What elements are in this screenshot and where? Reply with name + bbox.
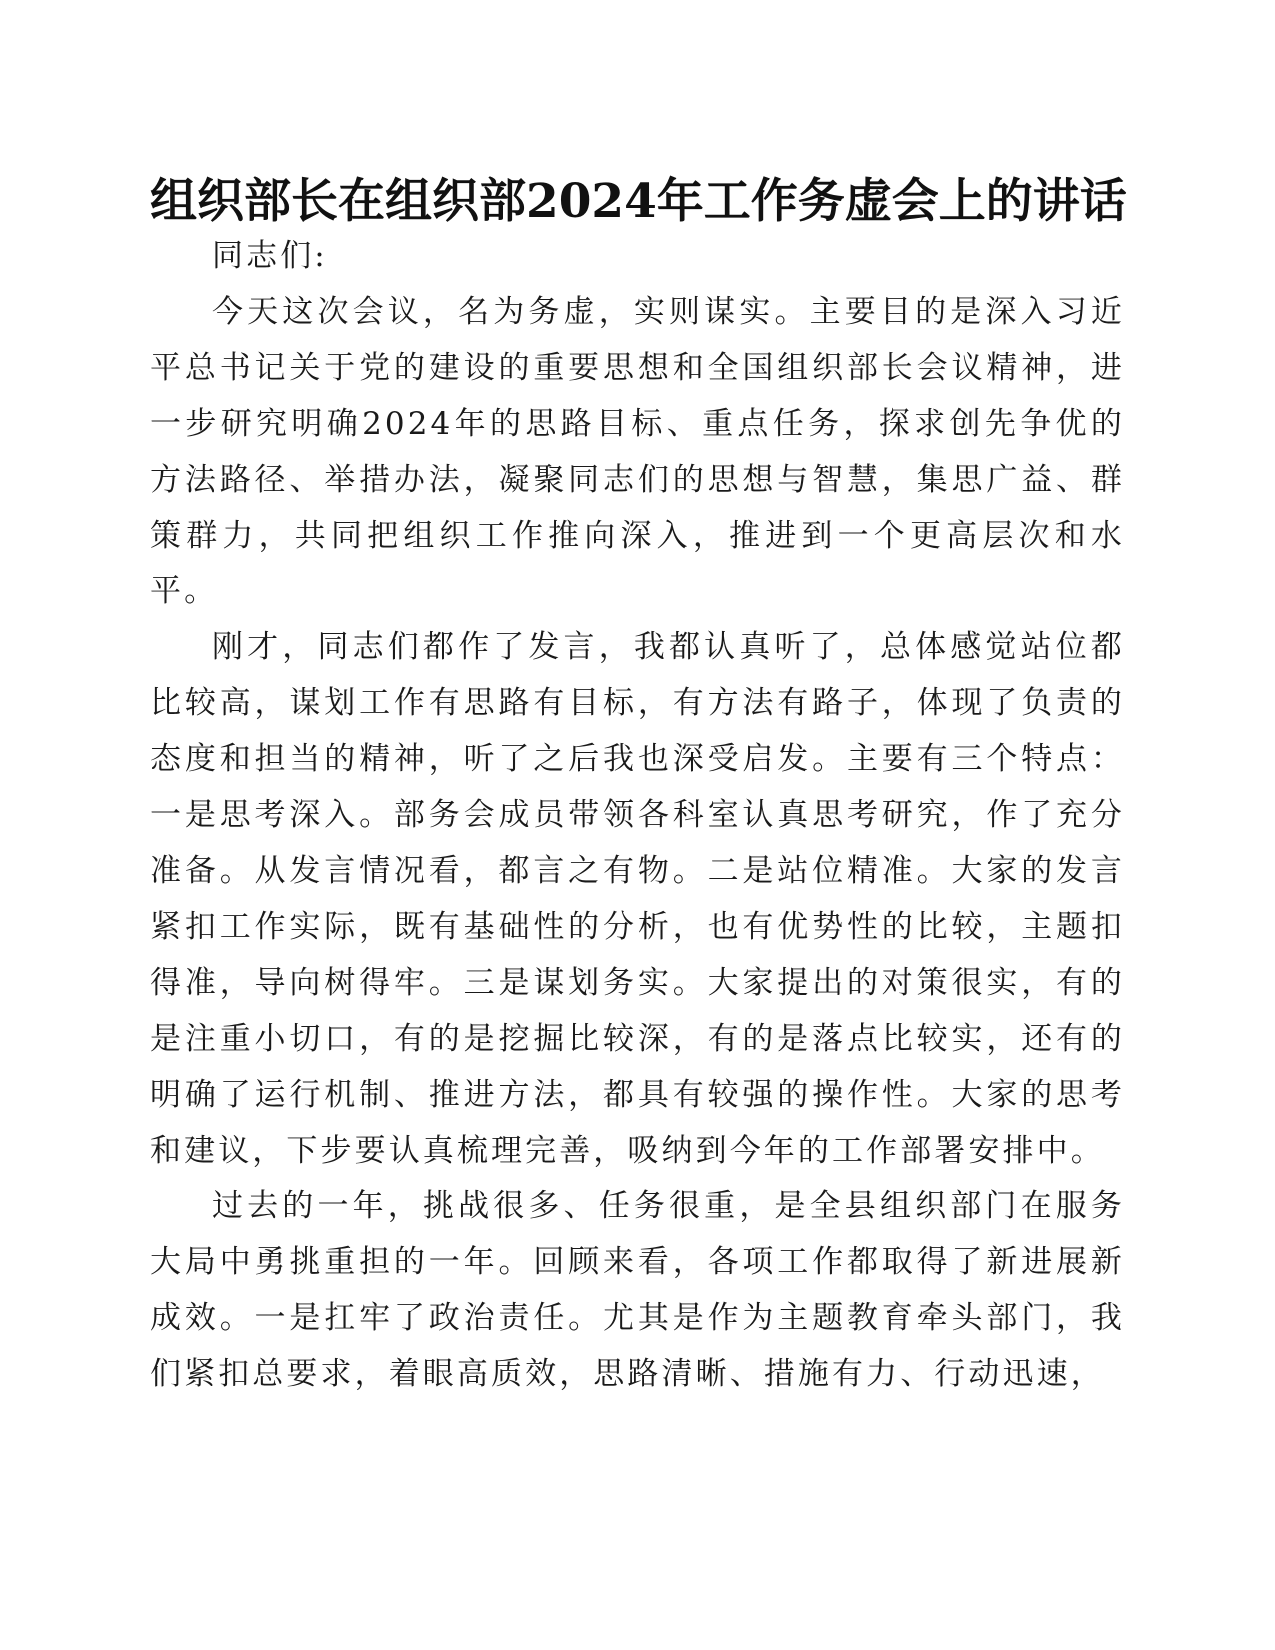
paragraph-past-year: 过去的一年，挑战很多、任务很重，是全县组织部门在服务大局中勇挑重担的一年。回顾来看，各项工作都取得了新进展新成效。一是扛牢了政治责任。尤其是作为主题教育牵头部门，我们紧扣总要求，着眼高质效，思路清晰、措施有力、行动迅速， [150,1188,1125,1393]
document-body [150,229,1125,1403]
document-title: 组织部长在组织部2024年工作务虚会上的讲话 [150,174,1127,229]
paragraph-speech-review: 刚才，同志们都作了发言，我都认真听了，总体感觉站位都比较高，谋划工作有思路有目标，有方法有路子，体现了负责的态度和担当的精神，听了之后我也深受启发。主要有三个特点：一是思考深入。部务会成员带领各科室认真思考研究，作了充分准备。从发言情况看，都言之有物。二是站位精准。大家的发言紧扣工作实际，既有基础性的分析，也有优势性的比较，主题扣得准，导向树得牢。三是谋划务实。大家提出的对策很实，有的是注重小切口，有的是挖掘比较深，有的是落点比较实，还有的明确了运行机制、推进方法，都具有较强的操作性。大家的思考和建议，下步要认真梳理完善，吸纳到今年的工作部署安排中。 [150,629,1125,1169]
paragraph-meeting-purpose: 今天这次会议，名为务虚，实则谋实。主要目的是深入习近平总书记关于党的建设的重要思想和全国组织部长会议精神，进一步研究明确2024年的思路目标、重点任务，探求创先争优的方法路径、举措办法，凝聚同志们的思想与智慧，集思广益、群策群力，共同把组织工作推向深入，推进到一个更高层次和水平。 [150,293,1125,610]
greeting-line: 同志们: [212,238,328,274]
